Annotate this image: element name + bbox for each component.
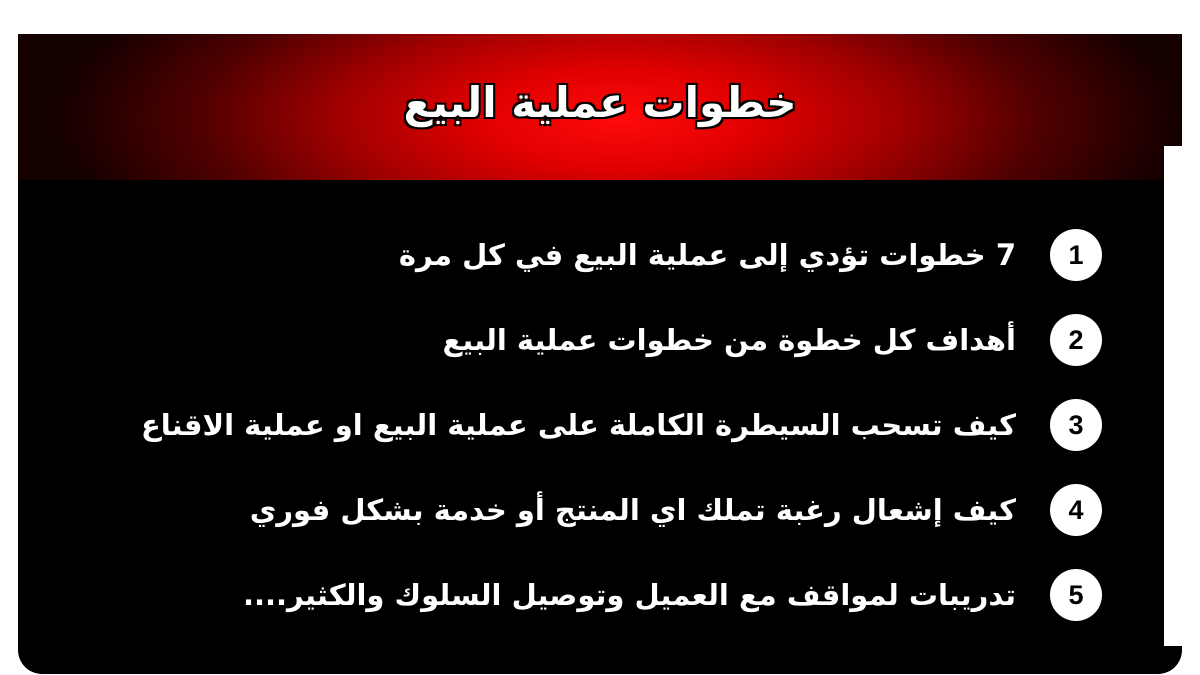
number-badge: 3 xyxy=(1050,399,1102,451)
list-item-text: 7 خطوات تؤدي إلى عملية البيع في كل مرة xyxy=(398,238,1016,272)
white-edge-strip xyxy=(1164,146,1182,646)
list-item-text: كيف تسحب السيطرة الكاملة على عملية البيع او عملية الاقناع xyxy=(140,408,1016,442)
list-item xyxy=(102,226,1102,284)
title-banner xyxy=(18,34,1182,180)
steps-list xyxy=(102,226,1102,651)
number-badge: 5 xyxy=(1050,569,1102,621)
list-item-text: أهداف كل خطوة من خطوات عملية البيع xyxy=(442,323,1016,357)
number-badge: 2 xyxy=(1050,314,1102,366)
list-item xyxy=(102,481,1102,539)
number-badge: 1 xyxy=(1050,229,1102,281)
slide-card xyxy=(18,34,1182,674)
number-badge: 4 xyxy=(1050,484,1102,536)
list-item-text: كيف إشعال رغبة تملك اي المنتج أو خدمة بشكل فوري xyxy=(249,493,1016,527)
list-item xyxy=(102,311,1102,369)
list-item-text: تدريبات لمواقف مع العميل وتوصيل السلوك والكثير.... xyxy=(242,578,1016,612)
slide-title: خطوات عملية البيع xyxy=(403,77,797,127)
list-item xyxy=(102,566,1102,624)
list-item xyxy=(102,396,1102,454)
